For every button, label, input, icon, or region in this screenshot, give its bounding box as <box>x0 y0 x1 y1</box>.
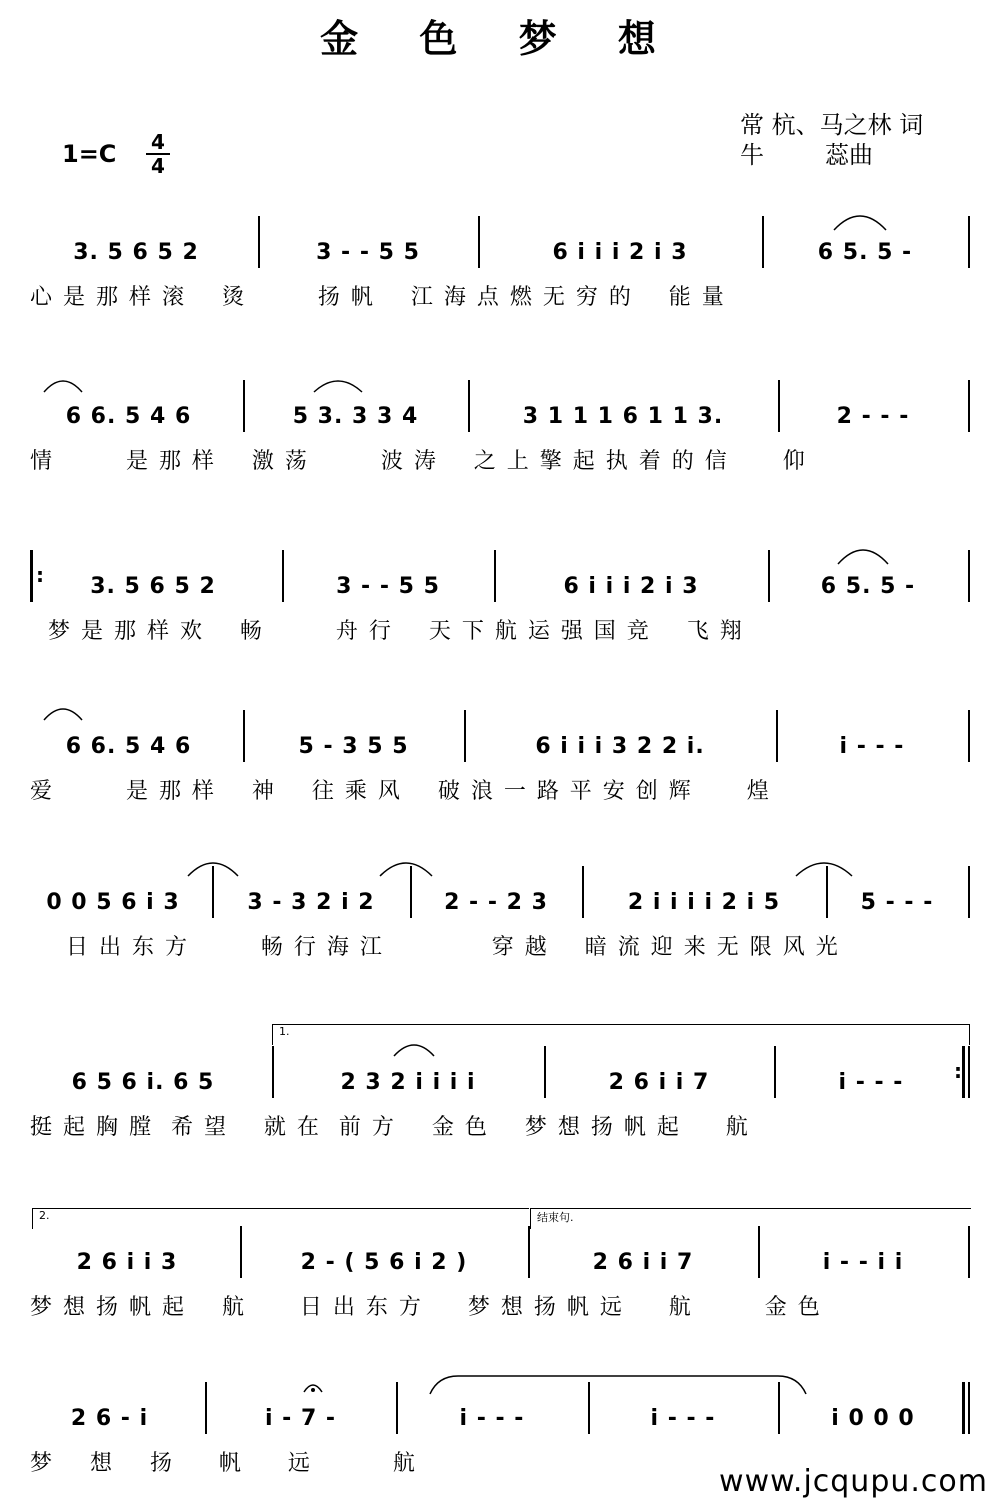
measure: 2 6 - i <box>70 1405 149 1431</box>
slur <box>42 702 84 722</box>
measure: 3 1 1 1 6 1 1 3. <box>522 403 724 429</box>
watermark: www.jcqupu.com <box>719 1464 988 1499</box>
measure: 6 6. 5 4 6 <box>65 733 192 759</box>
bar-line <box>968 710 970 762</box>
measure: 2 3 2 i i i i <box>340 1069 476 1095</box>
measure: 2 - - 2 3 <box>444 889 548 915</box>
measure: 2 - ( 5 6 i 2 ) <box>300 1249 468 1275</box>
slur <box>832 208 888 232</box>
measure: 6 i i i 3 2 2 i. <box>535 733 705 759</box>
bar-line <box>258 216 260 268</box>
score-row-4 <box>0 726 1000 836</box>
bar-line <box>464 710 466 762</box>
repeat-start-dots: : <box>36 563 44 587</box>
lyrics-line: 爱 是 那 样 神 往 乘 风 破 浪 一 路 平 安 创 辉 煌 <box>30 779 771 804</box>
measure: 2 6 i i 7 <box>608 1069 710 1095</box>
measure: i - 7 - <box>264 1405 337 1431</box>
repeat-start-bar <box>30 550 33 602</box>
score-row-6 <box>0 1059 1000 1172</box>
measure: i 0 0 0 <box>831 1405 915 1431</box>
measure: 3 - - 5 5 <box>316 239 420 265</box>
measure: 2 6 i i 3 <box>76 1249 178 1275</box>
measure: 3. 5 6 5 2 <box>73 239 199 265</box>
fermata <box>302 1380 324 1394</box>
measure: 2 6 i i 7 <box>592 1249 694 1275</box>
bar-line <box>968 866 970 918</box>
notes-line <box>0 232 1000 272</box>
time-bottom: 4 <box>151 154 165 178</box>
measure: 6 6. 5 4 6 <box>65 403 192 429</box>
measure: i - - - <box>838 1069 904 1095</box>
notes-line <box>0 1398 1000 1438</box>
notes-line <box>0 882 1000 922</box>
bar-line <box>968 380 970 432</box>
measure: 3 - - 5 5 <box>336 573 440 599</box>
bar-line <box>396 1382 398 1434</box>
measure: 6 5. 5 - <box>820 573 916 599</box>
lyrics-line: 日 出 东 方 畅 行 海 江 穿 越 暗 流 迎 来 无 限 风 光 <box>30 935 840 960</box>
score-row-5 <box>0 882 1000 992</box>
measure: i - - - <box>459 1405 525 1431</box>
slur <box>186 856 240 878</box>
bar-line <box>240 1226 242 1278</box>
notes-line <box>0 726 1000 766</box>
bar-line <box>968 216 970 268</box>
measure: i - - - <box>839 733 905 759</box>
bar-line <box>582 866 584 918</box>
time-top: 4 <box>151 130 165 154</box>
measure: 3 - 3 2 i 2 <box>247 889 375 915</box>
measure: 6 5. 5 - <box>817 239 913 265</box>
measure: 5 - - - <box>860 889 934 915</box>
measure: i - - i i <box>822 1249 904 1275</box>
composer: 牛 蕊曲 <box>740 141 874 169</box>
lyrics-line: 梦 想 扬 帆 远 航 <box>30 1451 417 1476</box>
notes-line <box>0 1242 1000 1282</box>
bar-line <box>968 1382 970 1434</box>
bar-line <box>778 380 780 432</box>
lyrics-line: 情 是 那 样 激 荡 波 涛 之 上 擎 起 执 着 的 信 仰 <box>30 449 807 474</box>
lyrics-line: 心 是 那 样 滚 烫 扬 帆 江 海 点 燃 无 穷 的 能 量 <box>30 285 726 310</box>
measure: 3. 5 6 5 2 <box>90 573 216 599</box>
lyrics-line: 挺 起 胸 膛 希 望 就 在 前 方 金 色 梦 想 扬 帆 起 航 <box>30 1115 750 1140</box>
measure: 5 3. 3 3 4 <box>292 403 419 429</box>
measure: 2 i i i i 2 i 5 <box>627 889 781 915</box>
bar-line <box>968 1226 970 1278</box>
slur <box>42 374 84 394</box>
repeat-end-dots: : <box>954 1059 962 1083</box>
score-row-7 <box>0 1242 1000 1352</box>
volta-ending: 结束句. <box>530 1208 971 1229</box>
slur <box>428 1374 808 1396</box>
final-bar <box>962 1046 965 1098</box>
bar-line <box>494 550 496 602</box>
slur <box>392 1038 436 1058</box>
bar-line <box>774 1046 776 1098</box>
bar-line <box>968 550 970 602</box>
key-signature: 1=C <box>62 140 117 168</box>
bar-line <box>544 1046 546 1098</box>
measure: 6 i i i 2 i 3 <box>552 239 688 265</box>
slur <box>312 374 364 394</box>
final-bar <box>962 1382 965 1434</box>
bar-line <box>768 550 770 602</box>
measure: 6 5 6 i. 6 5 <box>71 1069 215 1095</box>
bar-line <box>528 1226 530 1278</box>
bar-line <box>762 216 764 268</box>
credits <box>740 110 923 170</box>
bar-line <box>243 710 245 762</box>
measure: 5 - 3 5 5 <box>298 733 409 759</box>
score-row-1 <box>0 232 1000 342</box>
bar-line <box>758 1226 760 1278</box>
volta-1: 1. <box>272 1024 970 1045</box>
lyrics-line: 梦 是 那 样 欢 畅 舟 行 天 下 航 运 强 国 竞 飞 翔 <box>30 619 744 644</box>
measure: i - - - <box>650 1405 716 1431</box>
bar-line <box>478 216 480 268</box>
notes-line <box>0 1059 1000 1102</box>
score-row-2 <box>0 396 1000 506</box>
score-row-3 <box>0 563 1000 676</box>
bar-line <box>243 380 245 432</box>
slur <box>378 856 434 878</box>
time-signature <box>146 132 170 176</box>
bar-line <box>272 1046 274 1098</box>
slur <box>794 856 854 878</box>
bar-line <box>205 1382 207 1434</box>
song-title: 金 色 梦 想 <box>320 16 680 61</box>
measure: 0 0 5 6 i 3 <box>46 889 180 915</box>
notes-line <box>0 396 1000 436</box>
slur <box>836 542 890 566</box>
measure: 2 - - - <box>836 403 910 429</box>
volta-2: 2. <box>32 1208 529 1229</box>
bar-line <box>282 550 284 602</box>
bar-line <box>776 710 778 762</box>
lyrics-line: 梦 想 扬 帆 起 航 日 出 东 方 梦 想 扬 帆 远 航 金 色 <box>30 1295 822 1320</box>
bar-line <box>468 380 470 432</box>
notes-line <box>0 563 1000 606</box>
lyricist: 常 杭、马之林 词 <box>740 111 924 139</box>
bar-line <box>968 1046 970 1098</box>
measure: 6 i i i 2 i 3 <box>563 573 699 599</box>
